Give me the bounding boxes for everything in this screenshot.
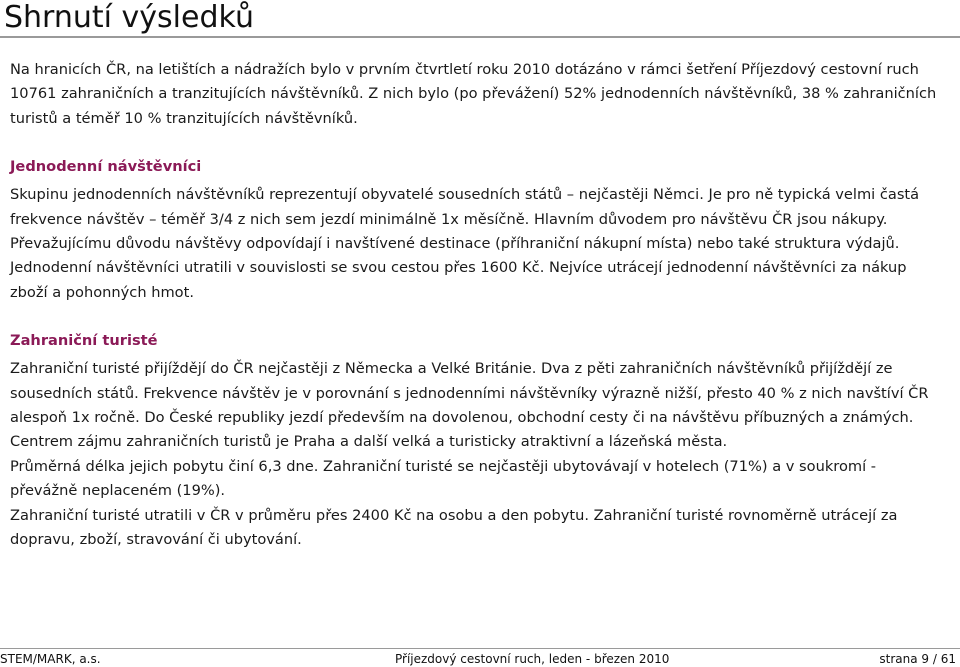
day-visitors-paragraph: Převažujícímu důvodu návštěvy odpovídají i navštívené destinace (příhraniční nákupní místa) nebo také struktura výdajů.	[10, 235, 900, 253]
footer-page-number: strana 9 / 61	[879, 652, 956, 666]
footer-company: STEM/MARK, a.s.	[0, 652, 101, 666]
foreign-tourists-paragraph: Zahraniční turisté přijíždějí do ČR nejčastěji z Německa a Velké Británie. Dva z pěti zahraničních návštěvníků přijíždějí ze sousedních států. Frekvence návštěv je v porovnání s jednodenními návštěvníky výrazně nižší, přesto 40 % z nich navštíví ČR alespoň 1x ročně. Do České republiky jezdí především na dovolenou, obchodní cesty či na návštěvu příbuzných a známých.	[10, 360, 929, 427]
section-heading-foreign-tourists: Zahraniční turisté	[10, 332, 158, 350]
footer-report-title: Příjezdový cestovní ruch, leden - březen 2010	[395, 652, 670, 666]
footer-divider	[0, 648, 960, 649]
spacer	[10, 131, 945, 155]
day-visitors-paragraph: Jednodenní návštěvníci utratili v souvislosti se svou cestou přes 1600 Kč. Nejvíce utrácejí jednodenní návštěvníci za nákup zboží a pohonných hmot.	[10, 259, 907, 301]
spacer	[10, 305, 945, 329]
section-heading-day-visitors: Jednodenní návštěvníci	[10, 158, 202, 176]
day-visitors-paragraph: Skupinu jednodenních návštěvníků reprezentují obyvatelé sousedních států – nejčastěji Němci. Je pro ně typická velmi častá frekvence návštěv – téměř 3/4 z nich sem jezdí minimálně 1x měsíčně. Hlavním důvodem pro návštěvu ČR jsou nákupy.	[10, 186, 920, 228]
foreign-tourists-paragraph: Zahraniční turisté utratili v ČR v průměru přes 2400 Kč na osobu a den pobytu. Zahraniční turisté rovnoměrně utrácejí za dopravu, zboží, stravování či ubytování.	[10, 506, 898, 549]
page-title: Shrnutí výsledků	[4, 0, 254, 35]
foreign-tourists-paragraph: Průměrná délka jejich pobytu činí 6,3 dne. Zahraniční turisté se nejčastěji ubytovávají v hotelech (71%) a v soukromí - převážně neplaceném (19%).	[10, 457, 877, 500]
title-divider	[0, 36, 960, 38]
foreign-tourists-paragraph: Centrem zájmu zahraničních turistů je Praha a další velká a turisticky atraktivní a lázeňská města.	[10, 433, 728, 451]
intro-paragraph: Na hranicích ČR, na letištích a nádražích bylo v prvním čtvrtletí roku 2010 dotázáno v rámci šetření Příjezdový cestovní ruch 10761 zahraničních a tranzitujících návštěvníků. Z nich bylo (po převážení) 52% jednodenních návštěvníků, 38 % zahraničních turistů a téměř 10 % tranzitujících návštěvníků.	[10, 61, 937, 127]
summary-content	[10, 58, 945, 553]
